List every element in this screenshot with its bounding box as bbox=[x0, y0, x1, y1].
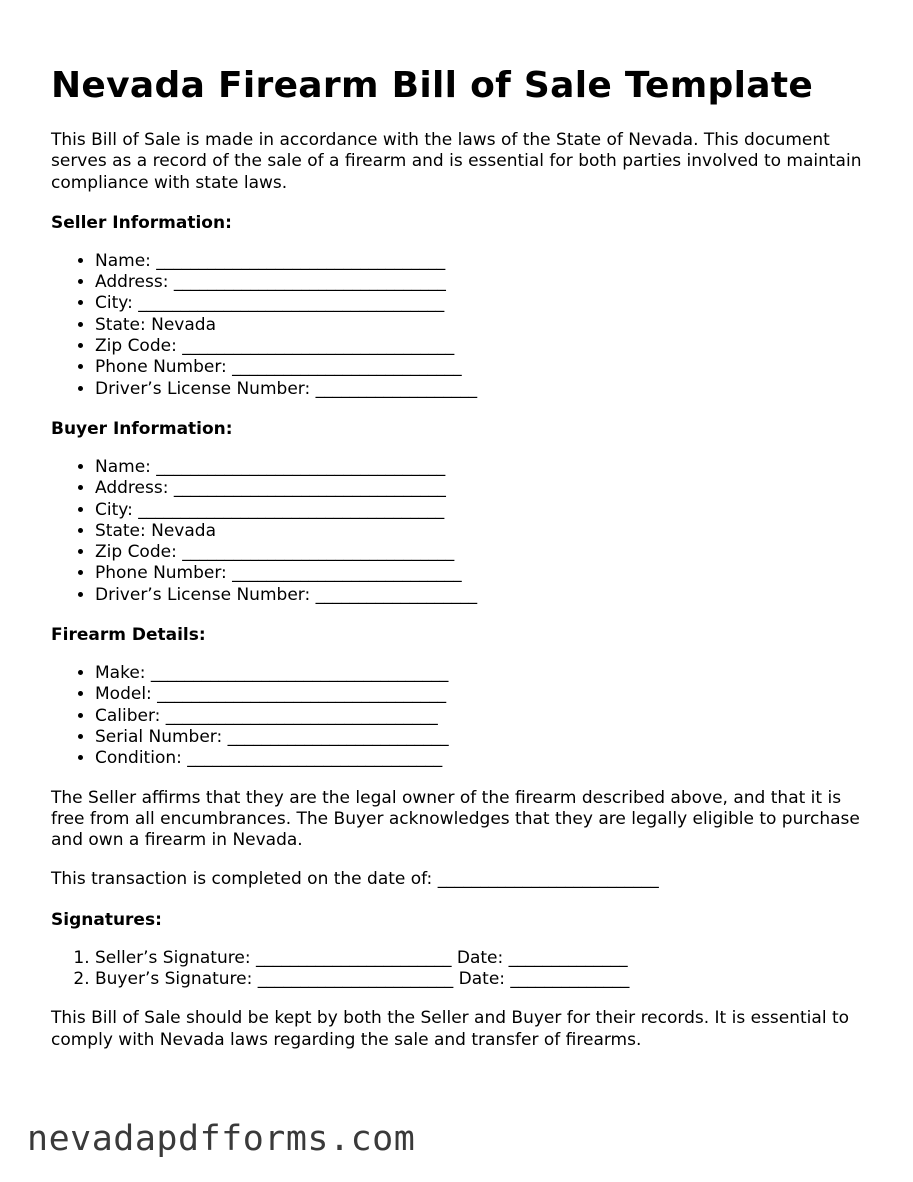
buyer-signature-line: 2. Buyer’s Signature: _______________________ Date: ______________ bbox=[95, 969, 871, 990]
firearm-model-field: • Model: __________________________________ bbox=[95, 684, 871, 705]
seller-heading: Seller Information: bbox=[51, 212, 232, 233]
seller-phone-field: • Phone Number: ___________________________ bbox=[95, 357, 871, 378]
seller-zip-field: • Zip Code: ________________________________ bbox=[95, 336, 871, 357]
closing-paragraph: This Bill of Sale should be kept by both the Seller and Buyer for their records. It is essential to comply with Nevada laws regarding the sale and transfer of firearms. bbox=[51, 1008, 850, 1050]
buyer-phone-field: • Phone Number: ___________________________ bbox=[95, 563, 871, 584]
document-page bbox=[51, 62, 871, 1069]
buyer-heading: Buyer Information: bbox=[51, 418, 233, 439]
seller-signature-line: 1. Seller’s Signature: _______________________ Date: ______________ bbox=[95, 948, 871, 969]
affirmation-paragraph: The Seller affirms that they are the legal owner of the firearm described above, and that it is free from all encumbrances. The Buyer acknowledges that they are legally eligible to purchase and own a firearm in Nevada. bbox=[51, 787, 860, 851]
intro-paragraph: This Bill of Sale is made in accordance with the laws of the State of Nevada. This document serves as a record of the sale of a firearm and is essential for both parties involved to maintain compliance with state laws. bbox=[51, 130, 862, 193]
seller-state-field: • State: Nevada bbox=[95, 315, 871, 336]
seller-address-field: • Address: ________________________________ bbox=[95, 272, 871, 293]
transaction-date-line: This transaction is completed on the date of: __________________________ bbox=[51, 869, 659, 890]
firearm-serial-field: • Serial Number: __________________________ bbox=[95, 727, 871, 748]
buyer-city-field: • City: ____________________________________ bbox=[95, 500, 871, 521]
signatures-heading: Signatures: bbox=[51, 909, 162, 930]
seller-fields-list bbox=[51, 251, 871, 400]
seller-license-field: • Driver’s License Number: ___________________ bbox=[95, 379, 871, 400]
seller-city-field: • City: ____________________________________ bbox=[95, 293, 871, 314]
firearm-fields-list bbox=[51, 663, 871, 769]
signatures-list bbox=[51, 948, 871, 991]
document-title: Nevada Firearm Bill of Sale Template bbox=[51, 65, 814, 106]
buyer-license-field: • Driver’s License Number: ___________________ bbox=[95, 585, 871, 606]
buyer-name-field: • Name: __________________________________ bbox=[95, 457, 871, 478]
firearm-make-field: • Make: ___________________________________ bbox=[95, 663, 871, 684]
buyer-address-field: • Address: ________________________________ bbox=[95, 478, 871, 499]
firearm-condition-field: • Condition: ______________________________ bbox=[95, 748, 871, 769]
buyer-fields-list bbox=[51, 457, 871, 606]
seller-name-field: • Name: __________________________________ bbox=[95, 251, 871, 272]
buyer-state-field: • State: Nevada bbox=[95, 521, 871, 542]
site-watermark: nevadapdfforms.com bbox=[27, 1119, 416, 1159]
firearm-caliber-field: • Caliber: ________________________________ bbox=[95, 706, 871, 727]
firearm-heading: Firearm Details: bbox=[51, 625, 206, 646]
buyer-zip-field: • Zip Code: ________________________________ bbox=[95, 542, 871, 563]
